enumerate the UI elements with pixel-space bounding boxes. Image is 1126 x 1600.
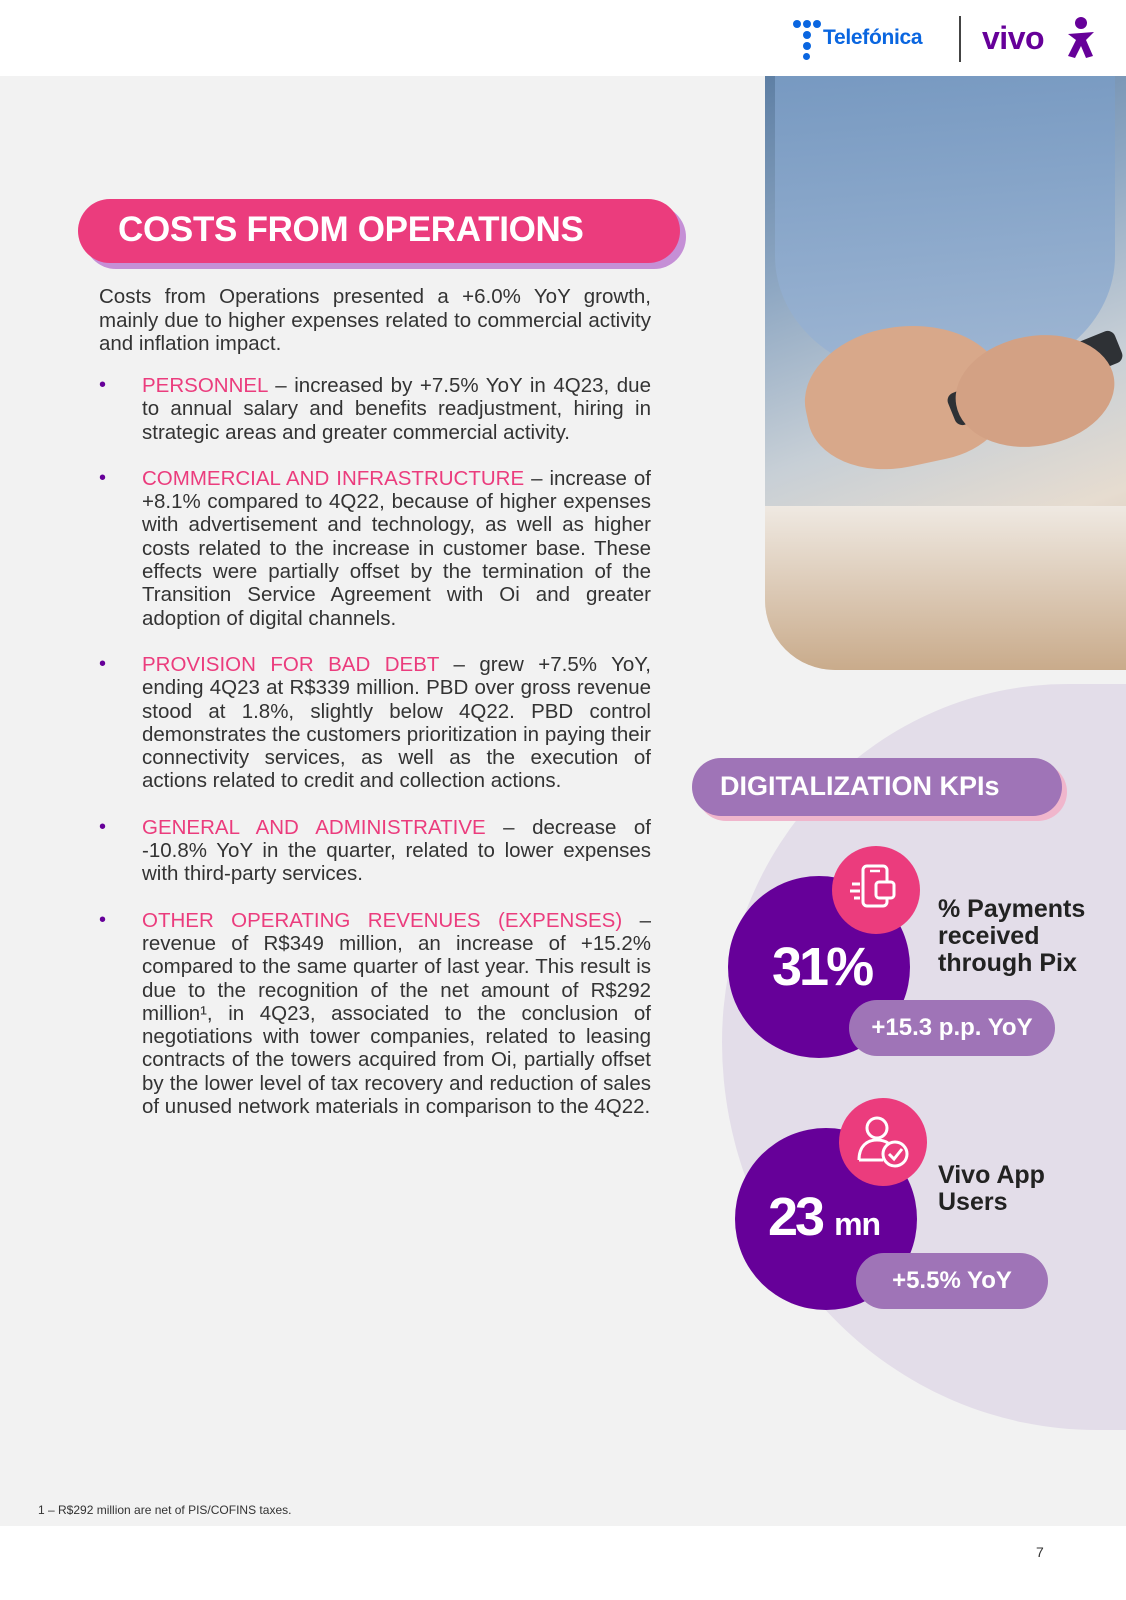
item-heading: PROVISION FOR BAD DEBT bbox=[142, 652, 440, 676]
app-kpi-number: 23 bbox=[768, 1187, 823, 1247]
item-heading: OTHER OPERATING REVENUES (EXPENSES) bbox=[142, 908, 623, 932]
bullet-icon: • bbox=[99, 908, 107, 931]
pix-kpi-change: +15.3 p.p. YoY bbox=[849, 1000, 1055, 1056]
item-text: – decrease of -10.8% YoY in the quarter, related to lower expenses with third-party services. bbox=[142, 815, 651, 886]
item-text: – grew +7.5% YoY, ending 4Q23 at R$339 million. PBD over gross revenue stood at 1.8%, slightly below 4Q22. PBD control demonstrates the customers prioritization in paying their connectivity services, as well as the execution of actions related to credit and collection actions. bbox=[142, 652, 651, 793]
hands-phone-photo bbox=[765, 76, 1126, 670]
vivo-logo bbox=[982, 14, 1102, 64]
app-kpi-unit: mn bbox=[834, 1206, 881, 1242]
item-text: – increase of +8.1% compared to 4Q22, because of higher expenses with advertisement and technology, as well as higher costs related to the increase in customer base. These effects were partially offset by the termination of the Transition Service Agreement with Oi and greater adoption of digital channels. bbox=[142, 466, 652, 630]
item-heading: GENERAL AND ADMINISTRATIVE bbox=[142, 815, 486, 839]
mobile-payment-icon-graphic bbox=[832, 846, 920, 934]
cost-items-list bbox=[99, 374, 651, 1141]
page-header bbox=[0, 0, 1126, 76]
pix-kpi-label: % Payments received through Pix bbox=[938, 895, 1086, 977]
vivo-figure-icon bbox=[1064, 16, 1098, 60]
item-heading: COMMERCIAL AND INFRASTRUCTURE bbox=[142, 466, 525, 490]
user-check-icon-graphic bbox=[839, 1098, 927, 1186]
telefonica-wordmark: Telefónica bbox=[823, 26, 923, 49]
app-kpi-label: Vivo App Users bbox=[938, 1161, 1045, 1216]
telefonica-logo bbox=[793, 18, 943, 58]
footnote: 1 – R$292 million are net of PIS/COFINS taxes. bbox=[38, 1503, 292, 1517]
vivo-wordmark: vivo bbox=[982, 20, 1045, 56]
bullet-icon: • bbox=[99, 374, 107, 396]
user-check-icon bbox=[839, 1098, 927, 1186]
app-kpi-value bbox=[768, 1186, 880, 1248]
app-kpi-change: +5.5% YoY bbox=[856, 1253, 1048, 1309]
kpi-title: DIGITALIZATION KPIs bbox=[720, 771, 1000, 801]
item-text: – revenue of R$349 million, an increase of +15.2% compared to the same quarter of last year. This result is due to the recognition of the net amount of R$292 million¹, in 4Q23, associated to the conclusion of negotiations with tower companies, related to leasing contracts of the towers acquired from Oi, partially offset by the lower level of tax recovery and reduction of sales of unused network materials in comparison to the 4Q22. bbox=[142, 908, 651, 1119]
page-number: 7 bbox=[1036, 1544, 1044, 1560]
list-item-personnel bbox=[99, 374, 651, 444]
bullet-icon: • bbox=[99, 815, 107, 838]
item-text: – increased by +7.5% YoY in 4Q23, due to annual salary and benefits readjustment, hiring in strategic areas and greater commercial activity. bbox=[142, 374, 651, 444]
intro-paragraph: Costs from Operations presented a +6.0% YoY growth, mainly due to higher expenses related to commercial activity and inflation impact. bbox=[99, 285, 651, 355]
item-heading: PERSONNEL bbox=[142, 374, 268, 397]
mobile-payment-icon bbox=[832, 846, 920, 934]
list-item-commercial bbox=[99, 467, 651, 630]
section-title: COSTS FROM OPERATIONS bbox=[118, 210, 584, 249]
list-item-other-revenues bbox=[99, 909, 651, 1119]
list-item-bad-debt bbox=[99, 653, 651, 793]
bullet-icon: • bbox=[99, 466, 107, 489]
section-title-pill bbox=[78, 199, 680, 263]
telefonica-dots-icon bbox=[793, 18, 823, 58]
page-body bbox=[0, 76, 1126, 1526]
bullet-icon: • bbox=[99, 652, 107, 675]
kpi-title-pill bbox=[692, 758, 1062, 816]
list-item-general-admin bbox=[99, 816, 651, 886]
pix-kpi-value: 31% bbox=[772, 937, 872, 997]
logo-divider bbox=[959, 16, 961, 62]
